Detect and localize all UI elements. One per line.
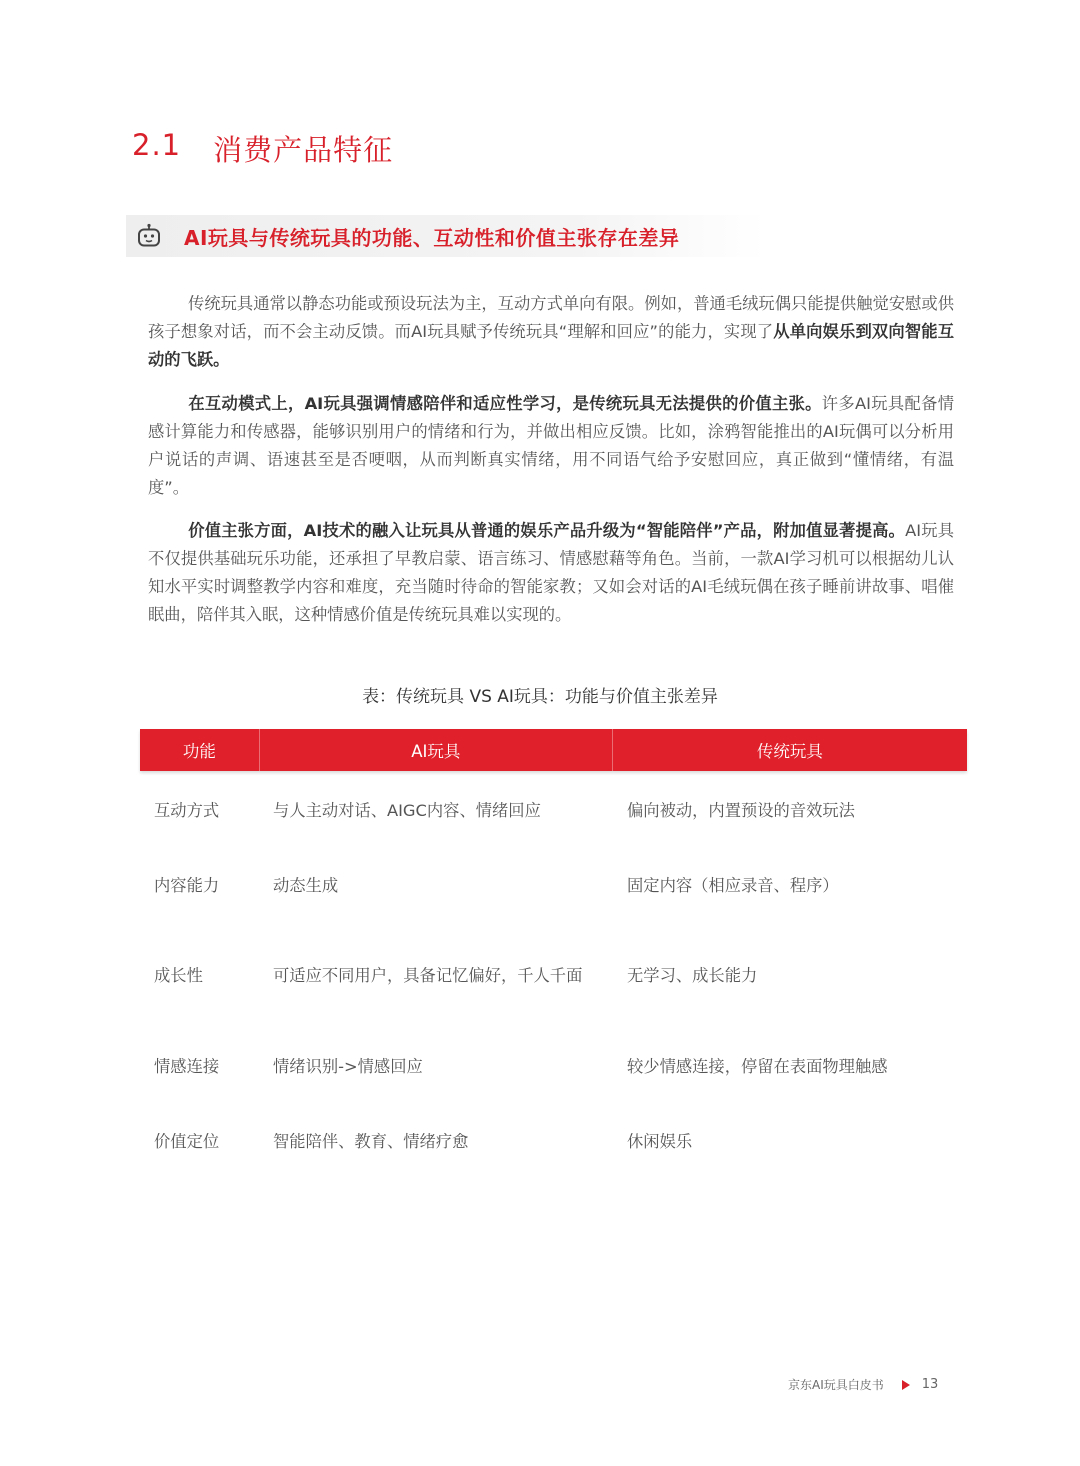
table-row: [140, 849, 967, 922]
paragraph-1: [148, 290, 954, 374]
paragraph-1-text: 传统玩具通常以静态功能或预设玩法为主，互动方式单向有限。例如，普通毛绒玩偶只能提供触觉安慰或供孩子想象对话，而不会主动反馈。而AI玩具赋予传统玩具“理解和回应”的能力，实现了: [148, 294, 954, 341]
table-cell: 休闲娱乐: [627, 1131, 693, 1151]
subheader-bar: [126, 215, 766, 257]
table-row: [140, 1029, 967, 1103]
table-cell: 智能陪伴、教育、情绪疗愈: [273, 1131, 469, 1151]
table-cell: 偏向被动，内置预设的音效玩法: [627, 800, 855, 820]
page-number: 13: [921, 1377, 939, 1392]
table-cell: 较少情感连接，停留在表面物理触感: [627, 1056, 888, 1076]
paragraph-3-text: AI玩具不仅提供基础玩乐功能，还承担了早教启蒙、语言练习、情感慰藉等角色。当前，一款AI学习机可以根据幼儿认知水平实时调整教学内容和难度，充当随时待命的智能家教；又如会对话的AI毛绒玩偶在孩子睡前讲故事、唱催眠曲，陪伴其入眠，这种情感价值是传统玩具难以实现的。: [148, 521, 954, 624]
section-number: 2.1: [132, 128, 182, 162]
footer-doc-title: 京东AI玩具白皮书: [788, 1378, 884, 1392]
paragraph-2: [148, 390, 954, 502]
table-cell: 与人主动对话、AIGC内容、情绪回应: [273, 800, 541, 820]
table-cell: 动态生成: [273, 876, 339, 895]
section-title: [132, 128, 393, 169]
table-cell: 成长性: [154, 966, 203, 985]
table-cell: 内容能力: [154, 876, 220, 895]
table-header-row: [140, 729, 967, 771]
table-header-cell: AI玩具: [260, 729, 613, 771]
table-cell: 可适应不同用户，具备记忆偏好，千人千面: [273, 966, 583, 985]
table-cell: 情绪识别->情感回应: [273, 1056, 423, 1076]
paragraph-3: [148, 517, 954, 629]
paragraph-2-bold: 在互动模式上，AI玩具强调情感陪伴和适应性学习，是传统玩具无法提供的价值主张。: [188, 394, 822, 413]
comparison-table: [140, 729, 967, 1179]
table-row: [140, 771, 967, 849]
table-caption: 表：传统玩具 VS AI玩具：功能与价值主张差异: [362, 687, 718, 707]
table-cell: 情感连接: [154, 1056, 220, 1076]
triangle-right-icon: [902, 1380, 910, 1390]
paragraph-2-text: 许多AI玩具配备情感计算能力和传感器，能够识别用户的情绪和行为，并做出相应反馈。比如，涂鸦智能推出的AI玩偶可以分析用户说话的声调、语速甚至是否哽咽，从而判断真实情绪，用不同语气给予安慰回应，真正做到“懂情绪，有温度”。: [148, 394, 954, 497]
paragraph-3-bold: 价值主张方面，AI技术的融入让玩具从普通的娱乐产品升级为“智能陪伴”产品，附加值显著提高。: [188, 521, 906, 540]
table-header-cell: 传统玩具: [756, 742, 823, 761]
page-footer: [788, 1376, 938, 1393]
table-row: [140, 1103, 967, 1179]
table-cell: 价值定位: [154, 1131, 220, 1151]
paragraph-1-bold: 从单向娱乐到双向智能互动的飞跃。: [148, 322, 954, 369]
table-cell: 固定内容（相应录音、程序）: [627, 876, 839, 895]
robot-icon: [136, 223, 162, 249]
table-row: [140, 922, 967, 1029]
table-header-cell: 功能: [140, 729, 260, 771]
table-cell: 互动方式: [154, 800, 220, 820]
subheader-title: AI玩具与传统玩具的功能、互动性和价值主张存在差异: [184, 225, 680, 250]
table-cell: 无学习、成长能力: [627, 966, 758, 985]
section-heading: 消费产品特征: [213, 133, 394, 167]
